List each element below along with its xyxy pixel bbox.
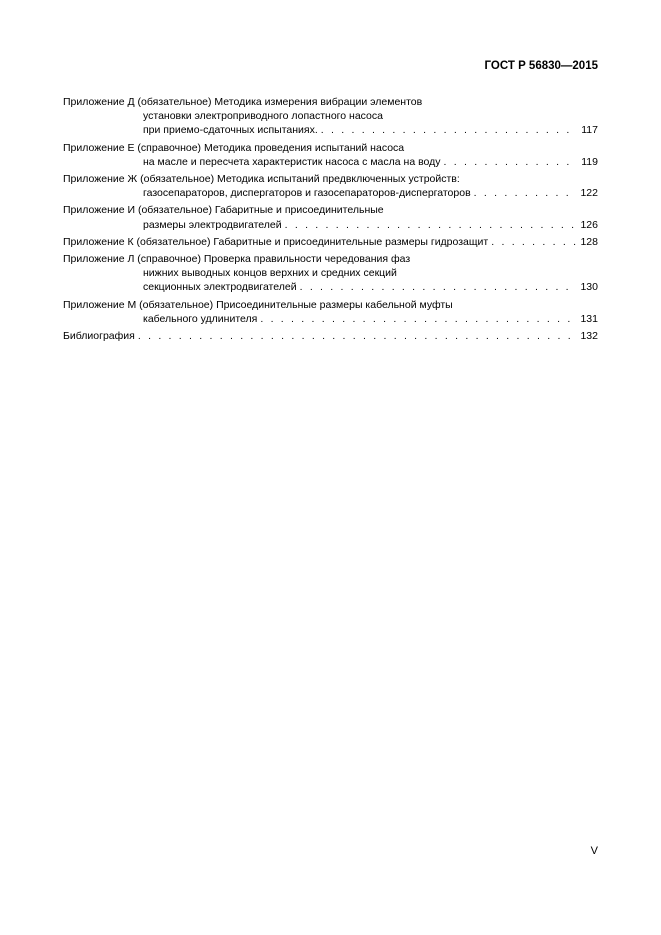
toc-page-number: 126: [580, 218, 598, 231]
toc-line: газосепараторов, диспергаторов и газосепараторов-диспергаторов: [143, 187, 471, 200]
toc-entry-appendix-m[interactable]: [63, 298, 598, 326]
toc-page-number: 130: [580, 281, 598, 294]
toc-line: Приложение Д (обязательное) Методика измерения вибрации элементов: [63, 96, 423, 108]
toc-entry-appendix-i[interactable]: [63, 203, 598, 231]
standard-designation: ГОСТ Р 56830—2015: [484, 60, 598, 72]
toc-last-line: [63, 329, 598, 343]
toc-last-line: [63, 186, 598, 200]
toc-line: Приложение И (обязательное) Габаритные и присоединительные: [63, 204, 384, 217]
dot-leader: [300, 280, 577, 294]
dot-leader: [444, 155, 578, 169]
toc-last-line: [63, 218, 598, 232]
toc-entry-appendix-zh[interactable]: [63, 172, 598, 200]
toc-line: секционных электродвигателей: [143, 281, 297, 294]
toc-last-line: [63, 235, 598, 249]
dot-leader: [260, 312, 576, 326]
dot-leader: [491, 235, 576, 249]
toc-line: размеры электродвигателей: [143, 218, 282, 231]
toc-line: нижних выводных концов верхних и средних секций: [143, 267, 397, 280]
toc-line: при приемо-сдаточных испытаниях.: [143, 124, 318, 137]
table-of-contents: [63, 95, 598, 346]
dot-leader: [321, 123, 577, 137]
toc-line: Приложение Ж (обязательное) Методика испытаний предвключенных устройств:: [63, 173, 460, 186]
toc-entry-bibliography[interactable]: [63, 329, 598, 343]
toc-line: Приложение К (обязательное) Габаритные и присоединительные размеры гидрозащит: [63, 235, 489, 248]
toc-line: Библиография: [63, 330, 135, 343]
toc-line: Приложение Е (справочное) Методика проведения испытаний насоса: [63, 141, 405, 154]
toc-line: Приложение М (обязательное) Присоединительные размеры кабельной муфты: [63, 298, 453, 311]
toc-last-line: [63, 312, 598, 326]
toc-line: установки электроприводного лопастного насоса: [143, 110, 383, 123]
dot-leader: [285, 218, 577, 232]
page-number: V: [590, 845, 598, 857]
toc-line: кабельного удлинителя: [143, 312, 258, 325]
toc-entry-appendix-e[interactable]: [63, 141, 598, 169]
toc-entry-appendix-d[interactable]: [63, 95, 598, 138]
toc-entry-appendix-l[interactable]: [63, 252, 598, 295]
toc-last-line: [63, 280, 598, 294]
toc-page-number: 119: [581, 155, 598, 168]
toc-last-line: [63, 123, 598, 137]
toc-page-number: 131: [580, 312, 598, 325]
toc-page-number: 128: [580, 235, 598, 248]
dot-leader: [138, 329, 577, 343]
toc-line: на масле и пересчета характеристик насоса с масла на воду: [143, 155, 441, 168]
toc-entry-appendix-k[interactable]: [63, 235, 598, 249]
toc-page-number: 132: [580, 330, 598, 343]
toc-page-number: 117: [581, 124, 598, 137]
dot-leader: [474, 186, 577, 200]
toc-line: Приложение Л (справочное) Проверка правильности чередования фаз: [63, 253, 411, 266]
toc-page-number: 122: [580, 187, 598, 200]
toc-last-line: [63, 155, 598, 169]
